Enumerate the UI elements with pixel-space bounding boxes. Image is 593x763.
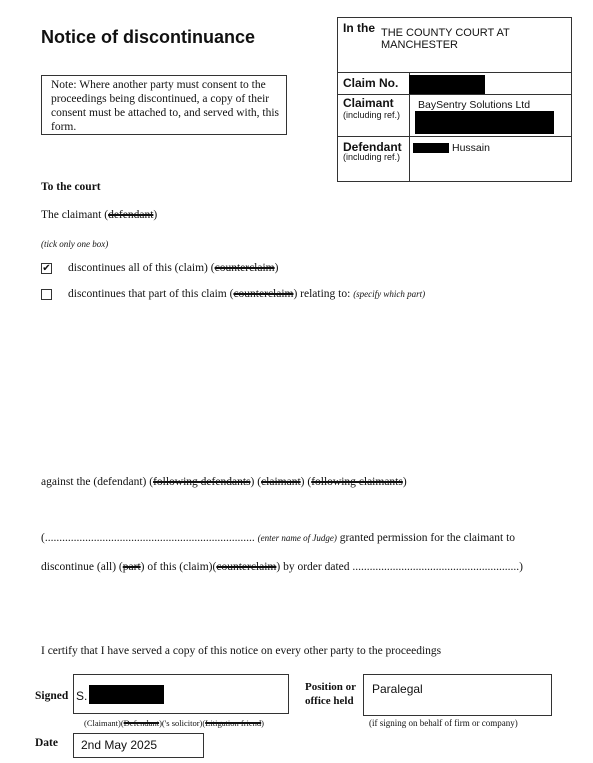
defendant-sub-label: (including ref.)	[343, 152, 401, 162]
discontinue-part-option	[68, 288, 425, 300]
in-the-label: In the	[343, 21, 375, 35]
signature-initial: S.	[76, 689, 88, 703]
claimant-sub-label: (including ref.)	[343, 110, 401, 120]
consent-note-box	[41, 75, 287, 135]
role-solicitor: )('s solicitor)(	[159, 718, 206, 728]
claimant-line-close: )	[153, 209, 158, 221]
order-text-b: ) of this (claim)(	[140, 561, 217, 573]
date-label: Date	[35, 737, 58, 749]
order-line	[41, 561, 523, 573]
struck-counterclaim-1: counterclaim	[214, 262, 275, 274]
signature-field[interactable]	[73, 674, 289, 714]
permission-line	[41, 532, 515, 544]
option1-text: discontinues all of this (claim) (	[68, 262, 215, 274]
order-text-a: discontinue (all) (	[41, 561, 123, 573]
check-mark-icon: ✔	[42, 263, 51, 274]
to-the-court-heading: To the court	[41, 181, 101, 193]
permission-text: granted permission for the claimant to	[339, 532, 516, 544]
defendant-name-redaction	[413, 143, 449, 153]
tick-note: (tick only one box)	[41, 239, 109, 249]
role-close: )	[261, 718, 265, 728]
position-value: Paralegal	[372, 682, 423, 696]
option2-close: ) relating to:	[293, 288, 351, 300]
claimant-ref-redaction	[415, 111, 554, 134]
form-title: Notice of discontinuance	[41, 27, 256, 47]
signed-label: Signed	[35, 690, 69, 702]
court-name-line1: THE COUNTY COURT AT	[381, 27, 510, 39]
claimant-line-text: The claimant (	[41, 209, 109, 221]
discontinue-all-checkbox[interactable]	[41, 263, 52, 274]
position-note: (if signing on behalf of firm or company)	[369, 718, 518, 728]
option2-text: discontinues that part of this claim (	[68, 288, 234, 300]
against-text-a: against the (defendant) (	[41, 476, 154, 488]
order-text-c: ) by order dated ..........................................................)	[276, 561, 523, 573]
option1-close: )	[274, 262, 279, 274]
struck-following-defendants: following defendants	[153, 476, 251, 488]
consent-note-text: Note: Where another party must consent to the proceedings being discontinued, a copy of their consent must be attached to, and served with, this form.	[51, 79, 280, 133]
against-text-d: )	[402, 476, 407, 488]
claimant-line	[41, 209, 157, 221]
claim-number-redaction	[409, 75, 485, 94]
position-field[interactable]	[363, 674, 552, 716]
against-text-c: ) (	[300, 476, 312, 488]
struck-role-litigation-friend: Litigation friend	[205, 718, 262, 728]
struck-counterclaim-2: counterclaim	[233, 288, 294, 300]
defendant-name: Hussain	[452, 142, 490, 154]
struck-defendant: defendant	[108, 209, 154, 221]
against-text-b: ) (	[250, 476, 262, 488]
struck-part: part	[122, 561, 141, 573]
claimant-name: BaySentry Solutions Ltd	[418, 99, 531, 111]
specify-part-hint: (specify which part)	[353, 289, 426, 299]
position-label-line2: office held	[305, 695, 354, 707]
defendant-label: Defendant	[343, 140, 402, 154]
discontinue-part-checkbox[interactable]	[41, 289, 52, 300]
against-line	[41, 476, 407, 488]
date-value: 2nd May 2025	[81, 738, 158, 752]
position-label	[305, 680, 356, 708]
claim-no-label: Claim No.	[343, 76, 399, 90]
judge-name-hint: (enter name of Judge)	[257, 533, 337, 543]
role-claimant: (Claimant)(	[84, 718, 124, 728]
signature-redaction	[89, 685, 164, 704]
court-info-box	[337, 17, 572, 182]
discontinue-all-option	[68, 262, 278, 274]
judge-name-dots: (.........................................................................	[41, 532, 255, 544]
claimant-label: Claimant	[343, 96, 394, 110]
signer-role-options	[84, 718, 264, 728]
struck-counterclaim-3: counterclaim	[216, 561, 277, 573]
date-field[interactable]	[73, 733, 204, 758]
struck-role-defendant: Defendant	[123, 718, 160, 728]
struck-following-claimants: following claimants	[311, 476, 403, 488]
certification-statement: I certify that I have served a copy of this notice on every other party to the proceedings	[41, 645, 442, 657]
court-name-line2: MANCHESTER	[381, 39, 459, 51]
position-label-line1: Position or	[305, 681, 357, 693]
struck-claimant: claimant	[261, 476, 301, 488]
